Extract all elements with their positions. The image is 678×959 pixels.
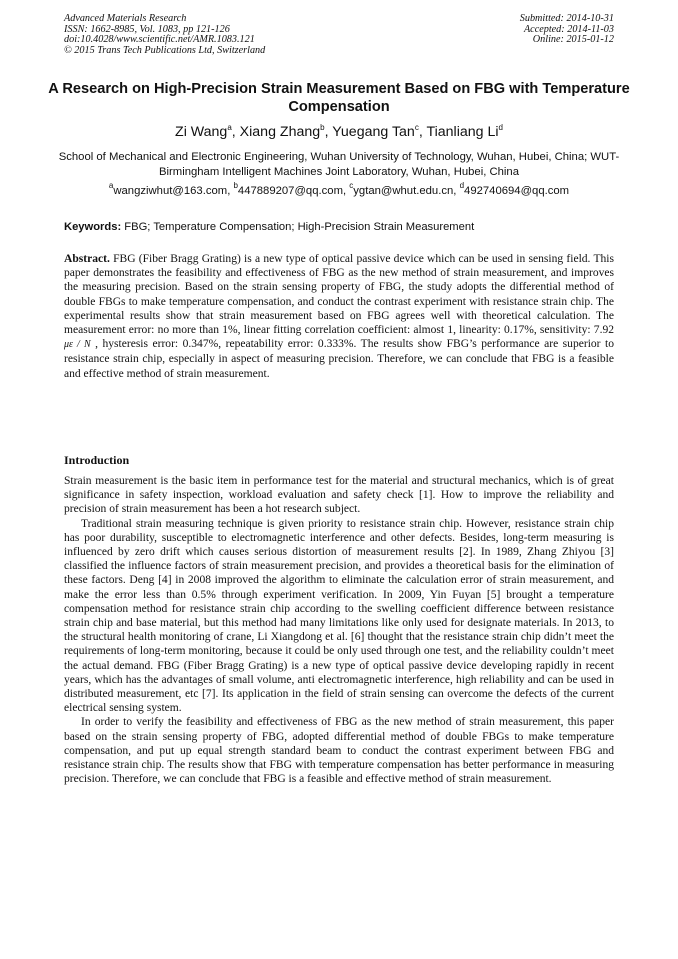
- online-date: Online: 2015-01-12: [532, 34, 614, 46]
- sensitivity-unit: με / N: [64, 339, 91, 351]
- journal-copyright: © 2015 Trans Tech Publications Ltd, Switzerland: [64, 44, 266, 56]
- author-sup: d: [498, 123, 503, 132]
- affiliation: School of Mechanical and Electronic Engineering, Wuhan University of Technology, Wuhan, Hubei, China; WUT- Birmingham Intelligent Machines Joint Laboratory, Wuhan, Hubei, China: [58, 151, 620, 178]
- email-address: 492740694@qq.com: [464, 185, 570, 197]
- dates-header: [520, 14, 614, 46]
- email-address: 447889207@qq.com: [237, 185, 343, 197]
- abstract: [64, 252, 614, 381]
- email-address: wangziwhut@163.com: [113, 185, 228, 197]
- email-sup: b: [233, 181, 238, 190]
- abstract-text-2: , hysteresis error: 0.347%, repeatability error: 0.333%. The results show FBG’s performance are superior to resistance strain chip, especially in aspect of measuring precision. Therefore, we can conclude that FBG is a feasible and effective method of strain measurement.: [64, 338, 614, 380]
- author-name: Zi Wang: [175, 124, 228, 140]
- author-name: Tianliang Li: [426, 124, 499, 140]
- keywords: [64, 220, 614, 235]
- email-sup: a: [108, 181, 114, 190]
- intro-paragraph: Strain measurement is the basic item in performance test for the material and structural mechanics, which is of great significance in safety inspection, workload evaluation and safety check [1]. How to improve the reliability and precision of strain measurement has been a hot research subject.: [64, 475, 614, 516]
- journal-doi: doi:10.4028/www.scientific.net/AMR.1083.121: [64, 34, 255, 46]
- email-sup: c: [349, 181, 354, 190]
- intro-paragraph: In order to verify the feasibility and effectiveness of FBG as the new method of strain measurement, this paper based on the strain sensing property of FBG, adopted differential method of double FBGs to make temperature compensation, and put up equal strength standard beam to conduct the contrast experiment between FBG and resistance strain chip. The results show that FBG with temperature compensation has better performance in measuring precision. Therefore, we can conclude that FBG is a feasible and effective method of strain measurement.: [64, 716, 614, 786]
- journal-header: [64, 14, 265, 56]
- author-sup: a: [227, 123, 232, 132]
- journal-issn: ISSN: 1662-8985, Vol. 1083, pp 121-126: [64, 23, 230, 35]
- submitted-date: Submitted: 2014-10-31: [519, 13, 614, 24]
- intro-paragraph: Traditional strain measuring technique is given priority to resistance strain chip. However, resistance strain chip has poor durability, susceptible to electromagnetic interference and other defects. Besides, long-term measuring is influenced by zero drift which causes serious distortion of measurement results [2]. In 1989, Zhang Zhiyou [3] classified the influence factors of strain measurement precision, and provides a theoretical basis for the elimination of these factors. Deng [4] in 2008 improved the algorithm to eliminate the calculation error of strain measurement, and make the error less than 0.5% through experiment verification. In 2009, Yin Fuyan [5] brought a temperature compensation method for resistance strain chip according to the swelling coefficient difference between resistance strain chip and base material, but this method had many limitations like only used for designate materials. In 2013, to the structural health monitoring of crane, Li Xiangdong et al. [6] thought that the resistance strain chip didn’t meet the requirements of long-term monitoring, because it could be only used through one test, and the reliability couldn’t meet the actual demand. FBG (Fiber Bragg Grating) is a new type of optical passive device developing rapidly in recent years, which has the advantages of small volume, anti electromagnetic interference, high reliability and can be used in distributed measurement, etc [7]. Its application in the field of strain sensing can overcome the defects of the current electrical sensing system.: [64, 517, 614, 715]
- author-sup: b: [320, 123, 325, 132]
- email-list: $^a$wangziwhut@163.com, $^b$447889207@qq.com, $^c$ygtan@whut.edu.cn, $^d$492740694@qq.com: [108, 181, 570, 197]
- accepted-date: Accepted: 2014-11-03: [523, 23, 614, 35]
- email-sup: d: [459, 181, 465, 190]
- journal-name: Advanced Materials Research: [64, 13, 187, 24]
- author-sup: c: [414, 123, 419, 132]
- email-address: ygtan@whut.edu.cn: [353, 185, 454, 197]
- author-name: Yuegang Tan: [332, 124, 415, 140]
- author-list: Zi Wang$^a$, Xiang Zhang$^b$, Yuegang Tan$^c$, Tianliang Li$^d$: [175, 123, 503, 140]
- paper-title: A Research on High-Precision Strain Measurement Based on FBG with Temperature Compensation: [48, 81, 630, 115]
- abstract-text-1: FBG (Fiber Bragg Grating) is a new type of optical passive device which can be used in sensing field. This paper demonstrates the feasibility and effectiveness of FBG as the new method of strain measurement, and improves the measuring precision. Based on the strain sensing property of FBG, the study adopts the differential method of double FBGs to make temperature compensation, and conduct the contrast experiment with resistance strain chip. The experimental results show that strain measurement based on FBG agrees well with theoretical calculation. The measurement error: no more than 1%, linear fitting correlation coefficient: almost 1, linearity: 0.17%, sensitivity: 7.92: [64, 253, 614, 337]
- author-name: Xiang Zhang: [239, 124, 321, 140]
- section-heading-introduction: Introduction: [64, 453, 130, 467]
- abstract-label: Abstract.: [64, 253, 110, 265]
- introduction-body: [64, 474, 614, 786]
- keywords-label: Keywords:: [64, 221, 122, 233]
- keywords-text: FBG; Temperature Compensation; High-Precision Strain Measurement: [121, 221, 475, 233]
